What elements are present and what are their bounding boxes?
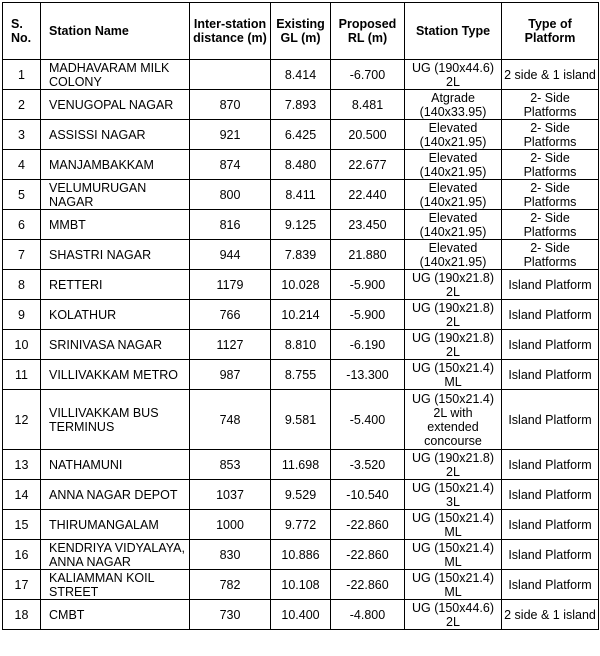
- cell-platform-type: 2- Side Platforms: [502, 90, 599, 120]
- cell-station-name: MMBT: [41, 210, 190, 240]
- cell-distance: 987: [190, 360, 271, 390]
- cell-sno: 3: [3, 120, 41, 150]
- cell-station-type: UG (150x21.4) 2L with extended concourse: [405, 390, 502, 450]
- cell-station-name: VELUMURUGAN NAGAR: [41, 180, 190, 210]
- table-row: [3, 180, 599, 210]
- table-row: [3, 360, 599, 390]
- table-row: [3, 540, 599, 570]
- cell-existing-gl: 10.108: [271, 570, 331, 600]
- cell-distance: 874: [190, 150, 271, 180]
- cell-station-name: ASSISSI NAGAR: [41, 120, 190, 150]
- cell-sno: 4: [3, 150, 41, 180]
- cell-proposed-rl: -5.400: [331, 390, 405, 450]
- cell-station-type: UG (150x21.4) 3L: [405, 480, 502, 510]
- cell-sno: 6: [3, 210, 41, 240]
- cell-station-name: KENDRIYA VIDYALAYA, ANNA NAGAR: [41, 540, 190, 570]
- cell-platform-type: 2- Side Platforms: [502, 150, 599, 180]
- table-row: [3, 600, 599, 630]
- cell-station-type: Elevated (140x21.95): [405, 210, 502, 240]
- cell-station-type: UG (150x21.4) ML: [405, 510, 502, 540]
- cell-sno: 10: [3, 330, 41, 360]
- cell-distance: 782: [190, 570, 271, 600]
- cell-proposed-rl: 22.677: [331, 150, 405, 180]
- table-row: [3, 90, 599, 120]
- cell-existing-gl: 6.425: [271, 120, 331, 150]
- cell-sno: 1: [3, 60, 41, 90]
- cell-sno: 18: [3, 600, 41, 630]
- cell-existing-gl: 8.480: [271, 150, 331, 180]
- cell-existing-gl: 10.400: [271, 600, 331, 630]
- cell-platform-type: Island Platform: [502, 510, 599, 540]
- cell-station-type: UG (150x21.4) ML: [405, 570, 502, 600]
- cell-platform-type: Island Platform: [502, 300, 599, 330]
- cell-existing-gl: 8.755: [271, 360, 331, 390]
- cell-station-type: Elevated (140x21.95): [405, 150, 502, 180]
- table-row: [3, 480, 599, 510]
- cell-existing-gl: 10.214: [271, 300, 331, 330]
- cell-proposed-rl: 23.450: [331, 210, 405, 240]
- header-station-type: Station Type: [405, 3, 502, 60]
- cell-platform-type: 2- Side Platforms: [502, 120, 599, 150]
- cell-proposed-rl: -5.900: [331, 300, 405, 330]
- cell-proposed-rl: 22.440: [331, 180, 405, 210]
- cell-sno: 11: [3, 360, 41, 390]
- cell-distance: 748: [190, 390, 271, 450]
- table-row: [3, 240, 599, 270]
- cell-station-type: UG (150x44.6) 2L: [405, 600, 502, 630]
- cell-existing-gl: 9.529: [271, 480, 331, 510]
- cell-existing-gl: 8.414: [271, 60, 331, 90]
- cell-station-name: RETTERI: [41, 270, 190, 300]
- cell-existing-gl: 7.893: [271, 90, 331, 120]
- table-row: [3, 570, 599, 600]
- cell-sno: 13: [3, 450, 41, 480]
- cell-existing-gl: 10.028: [271, 270, 331, 300]
- cell-sno: 15: [3, 510, 41, 540]
- cell-distance: 944: [190, 240, 271, 270]
- header-sno: S. No.: [3, 3, 41, 60]
- table-row: [3, 390, 599, 450]
- cell-distance: 816: [190, 210, 271, 240]
- cell-sno: 9: [3, 300, 41, 330]
- cell-sno: 7: [3, 240, 41, 270]
- cell-platform-type: Island Platform: [502, 270, 599, 300]
- header-existing-gl: Existing GL (m): [271, 3, 331, 60]
- cell-existing-gl: 8.411: [271, 180, 331, 210]
- cell-proposed-rl: 21.880: [331, 240, 405, 270]
- cell-proposed-rl: 8.481: [331, 90, 405, 120]
- cell-existing-gl: 9.581: [271, 390, 331, 450]
- cell-station-name: MADHAVARAM MILK COLONY: [41, 60, 190, 90]
- cell-distance: 730: [190, 600, 271, 630]
- cell-proposed-rl: -6.700: [331, 60, 405, 90]
- cell-platform-type: Island Platform: [502, 390, 599, 450]
- cell-proposed-rl: -6.190: [331, 330, 405, 360]
- cell-platform-type: Island Platform: [502, 360, 599, 390]
- table-row: [3, 450, 599, 480]
- cell-distance: [190, 60, 271, 90]
- cell-station-type: UG (190x21.8) 2L: [405, 270, 502, 300]
- cell-distance: 1127: [190, 330, 271, 360]
- table-row: [3, 510, 599, 540]
- table-row: [3, 60, 599, 90]
- cell-station-type: Atgrade (140x33.95): [405, 90, 502, 120]
- cell-sno: 8: [3, 270, 41, 300]
- cell-distance: 1179: [190, 270, 271, 300]
- cell-platform-type: 2- Side Platforms: [502, 180, 599, 210]
- cell-station-name: VILLIVAKKAM BUS TERMINUS: [41, 390, 190, 450]
- cell-distance: 766: [190, 300, 271, 330]
- header-station-name: Station Name: [41, 3, 190, 60]
- cell-platform-type: Island Platform: [502, 480, 599, 510]
- cell-station-name: CMBT: [41, 600, 190, 630]
- cell-platform-type: 2- Side Platforms: [502, 210, 599, 240]
- cell-station-type: UG (190x21.8) 2L: [405, 450, 502, 480]
- cell-proposed-rl: -22.860: [331, 570, 405, 600]
- cell-station-name: VILLIVAKKAM METRO: [41, 360, 190, 390]
- cell-platform-type: Island Platform: [502, 450, 599, 480]
- cell-sno: 2: [3, 90, 41, 120]
- cell-sno: 17: [3, 570, 41, 600]
- cell-proposed-rl: -22.860: [331, 510, 405, 540]
- cell-distance: 800: [190, 180, 271, 210]
- cell-station-name: SHASTRI NAGAR: [41, 240, 190, 270]
- header-inter-station-distance: Inter-station distance (m): [190, 3, 271, 60]
- table-row: [3, 330, 599, 360]
- cell-platform-type: 2- Side Platforms: [502, 240, 599, 270]
- cell-proposed-rl: -3.520: [331, 450, 405, 480]
- cell-station-name: ANNA NAGAR DEPOT: [41, 480, 190, 510]
- cell-platform-type: 2 side & 1 island: [502, 600, 599, 630]
- cell-station-name: VENUGOPAL NAGAR: [41, 90, 190, 120]
- cell-sno: 12: [3, 390, 41, 450]
- cell-proposed-rl: 20.500: [331, 120, 405, 150]
- cell-existing-gl: 11.698: [271, 450, 331, 480]
- cell-station-name: THIRUMANGALAM: [41, 510, 190, 540]
- cell-existing-gl: 10.886: [271, 540, 331, 570]
- cell-proposed-rl: -5.900: [331, 270, 405, 300]
- cell-existing-gl: 9.772: [271, 510, 331, 540]
- cell-distance: 1000: [190, 510, 271, 540]
- cell-station-name: KALIAMMAN KOIL STREET: [41, 570, 190, 600]
- cell-distance: 921: [190, 120, 271, 150]
- cell-proposed-rl: -22.860: [331, 540, 405, 570]
- stations-table: [2, 2, 599, 630]
- table-row: [3, 120, 599, 150]
- cell-station-name: NATHAMUNI: [41, 450, 190, 480]
- table-row: [3, 300, 599, 330]
- cell-distance: 830: [190, 540, 271, 570]
- table-row: [3, 150, 599, 180]
- cell-station-name: SRINIVASA NAGAR: [41, 330, 190, 360]
- header-proposed-rl: Proposed RL (m): [331, 3, 405, 60]
- cell-station-type: Elevated (140x21.95): [405, 240, 502, 270]
- cell-proposed-rl: -13.300: [331, 360, 405, 390]
- header-platform-type: Type of Platform: [502, 3, 599, 60]
- cell-sno: 16: [3, 540, 41, 570]
- cell-distance: 853: [190, 450, 271, 480]
- cell-station-type: UG (190x21.8) 2L: [405, 330, 502, 360]
- cell-distance: 870: [190, 90, 271, 120]
- cell-existing-gl: 8.810: [271, 330, 331, 360]
- cell-proposed-rl: -4.800: [331, 600, 405, 630]
- cell-station-type: UG (190x21.8) 2L: [405, 300, 502, 330]
- table-row: [3, 210, 599, 240]
- cell-platform-type: Island Platform: [502, 540, 599, 570]
- cell-existing-gl: 9.125: [271, 210, 331, 240]
- cell-station-type: Elevated (140x21.95): [405, 180, 502, 210]
- cell-station-type: UG (150x21.4) ML: [405, 540, 502, 570]
- cell-platform-type: Island Platform: [502, 570, 599, 600]
- cell-station-type: UG (150x21.4) ML: [405, 360, 502, 390]
- cell-distance: 1037: [190, 480, 271, 510]
- cell-existing-gl: 7.839: [271, 240, 331, 270]
- cell-station-name: MANJAMBAKKAM: [41, 150, 190, 180]
- cell-sno: 5: [3, 180, 41, 210]
- cell-station-type: Elevated (140x21.95): [405, 120, 502, 150]
- header-row: [3, 3, 599, 60]
- cell-sno: 14: [3, 480, 41, 510]
- table-row: [3, 270, 599, 300]
- cell-station-type: UG (190x44.6) 2L: [405, 60, 502, 90]
- cell-proposed-rl: -10.540: [331, 480, 405, 510]
- cell-platform-type: 2 side & 1 island: [502, 60, 599, 90]
- cell-station-name: KOLATHUR: [41, 300, 190, 330]
- cell-platform-type: Island Platform: [502, 330, 599, 360]
